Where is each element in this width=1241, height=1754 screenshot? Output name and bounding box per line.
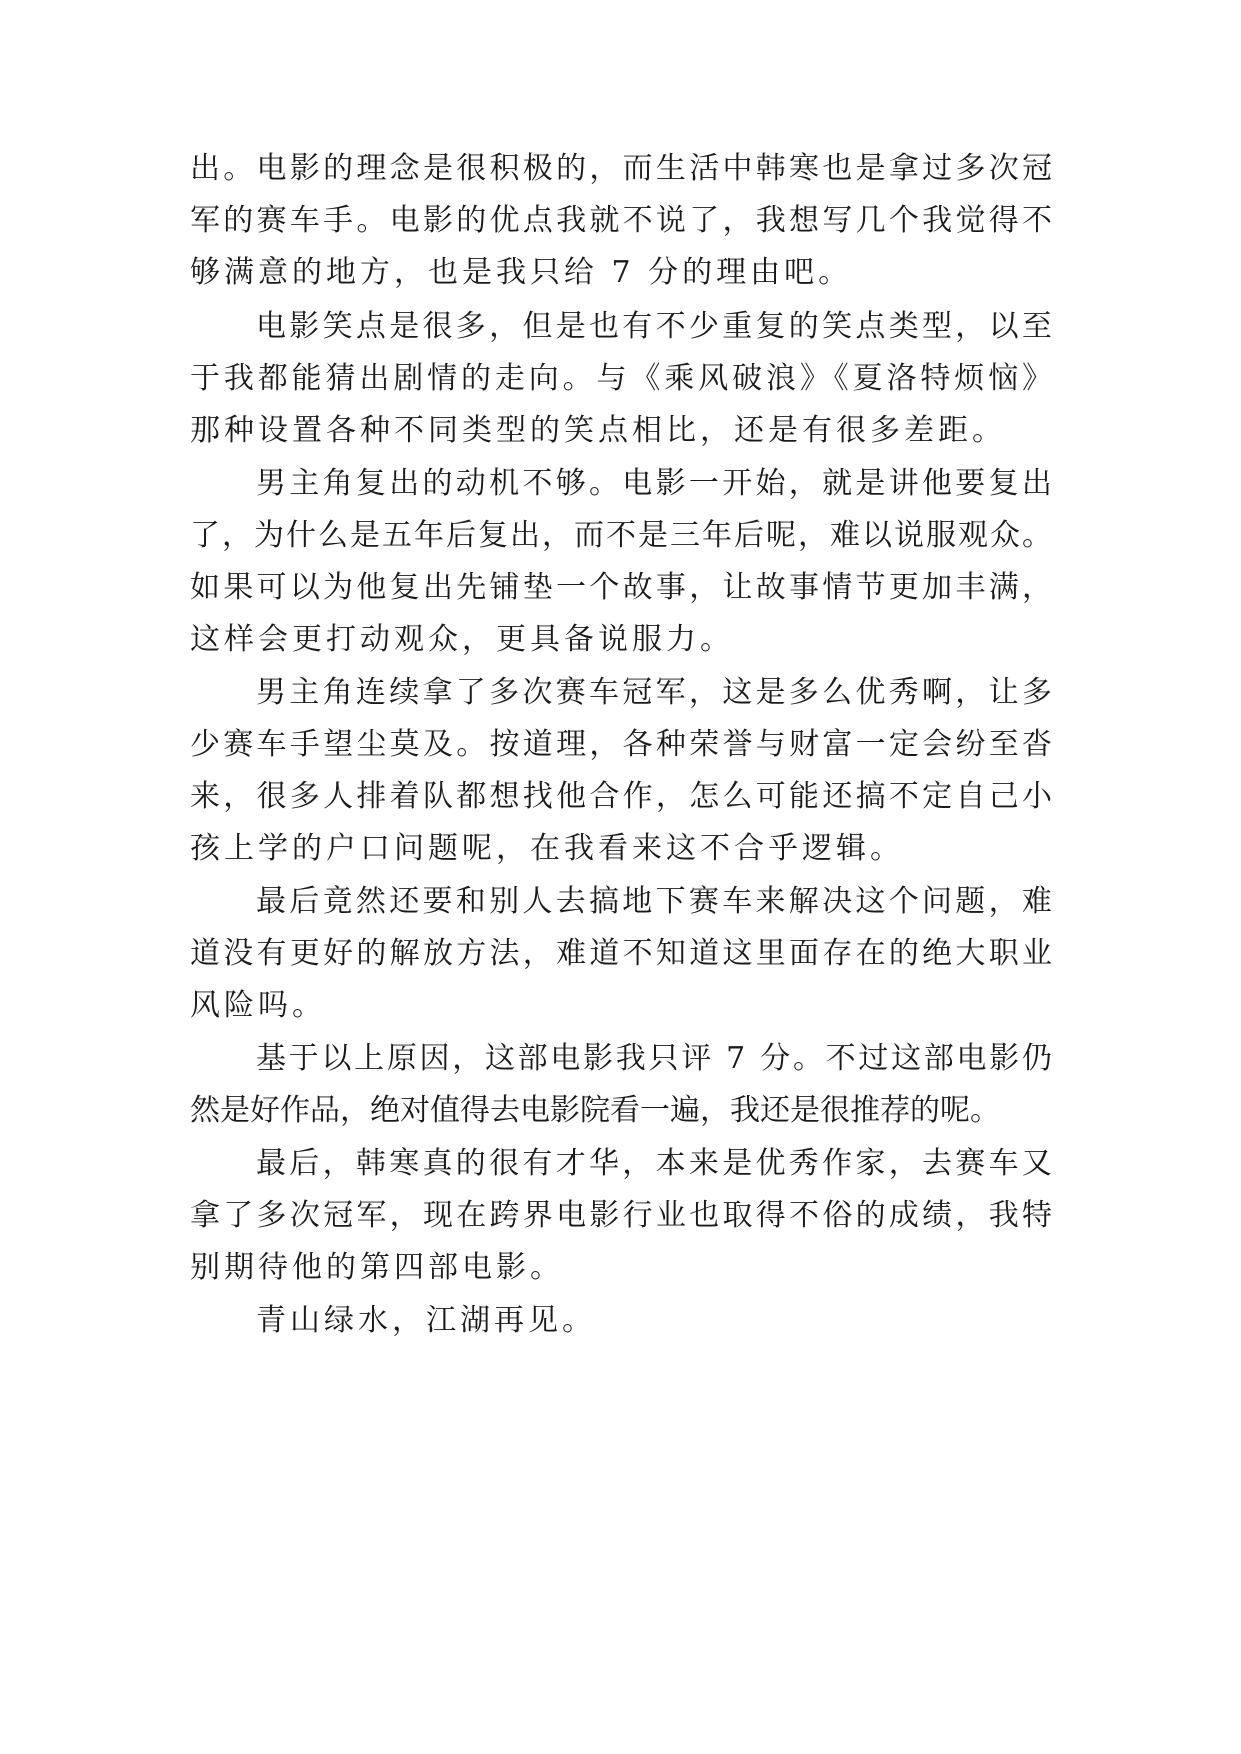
text-line: 别期待他的第四部电影。: [190, 1250, 564, 1285]
text-line: 然是好作品，绝对值得去电影院看一遍，我还是很推荐的呢。: [190, 1093, 1000, 1128]
text-line: 于我都能猜出剧情的走向。与《乘风破浪》《夏洛特烦恼》: [190, 361, 1056, 396]
text-line: 军的赛车手。电影的优点我就不说了，我想写几个我觉得不: [190, 203, 1056, 238]
text-line: 最后竟然还要和别人去搞地下赛车来解决这个问题，难: [256, 884, 1056, 919]
text-line: 这样会更打动观众，更具备说服力。: [190, 622, 734, 657]
text-line: 青山绿水，江湖再见。: [256, 1303, 596, 1338]
text-line: 男主角复出的动机不够。电影一开始，就是讲他要复出: [256, 466, 1056, 501]
text-line: 最后，韩寒真的很有才华，本来是优秀作家，去赛车又: [256, 1146, 1056, 1181]
text-line: 了，为什么是五年后复出，而不是三年后呢，难以说服观众。: [190, 518, 1054, 553]
text-line: 那种设置各种不同类型的笑点相比，还是有很多差距。: [190, 413, 1006, 448]
text-line: 出。电影的理念是很积极的，而生活中韩寒也是拿过多次冠: [190, 151, 1056, 186]
text-line: 道没有更好的解放方法，难道不知道这里面存在的绝大职业: [190, 936, 1056, 971]
text-line: 来，很多人排着队都想找他合作，怎么可能还搞不定自己小: [190, 779, 1056, 814]
text-line: 少赛车手望尘莫及。按道理，各种荣誉与财富一定会纷至沓: [190, 727, 1056, 762]
text-line: 如果可以为他复出先铺垫一个故事，让故事情节更加丰满，: [190, 570, 1056, 605]
text-line: 孩上学的户口问题呢，在我看来这不合乎逻辑。: [190, 831, 904, 866]
text-line: 基于以上原因，这部电影我只评 7 分。不过这部电影仍: [256, 1041, 1055, 1076]
text-line: 男主角连续拿了多次赛车冠军，这是多么优秀啊，让多: [256, 675, 1056, 710]
text-line: 拿了多次冠军，现在跨界电影行业也取得不俗的成绩，我特: [190, 1198, 1056, 1233]
text-line: 电影笑点是很多，但是也有不少重复的笑点类型，以至: [256, 309, 1056, 344]
text-line: 够满意的地方，也是我只给 7 分的理由吧。: [190, 255, 853, 290]
text-line: 风险吗。: [190, 988, 326, 1023]
